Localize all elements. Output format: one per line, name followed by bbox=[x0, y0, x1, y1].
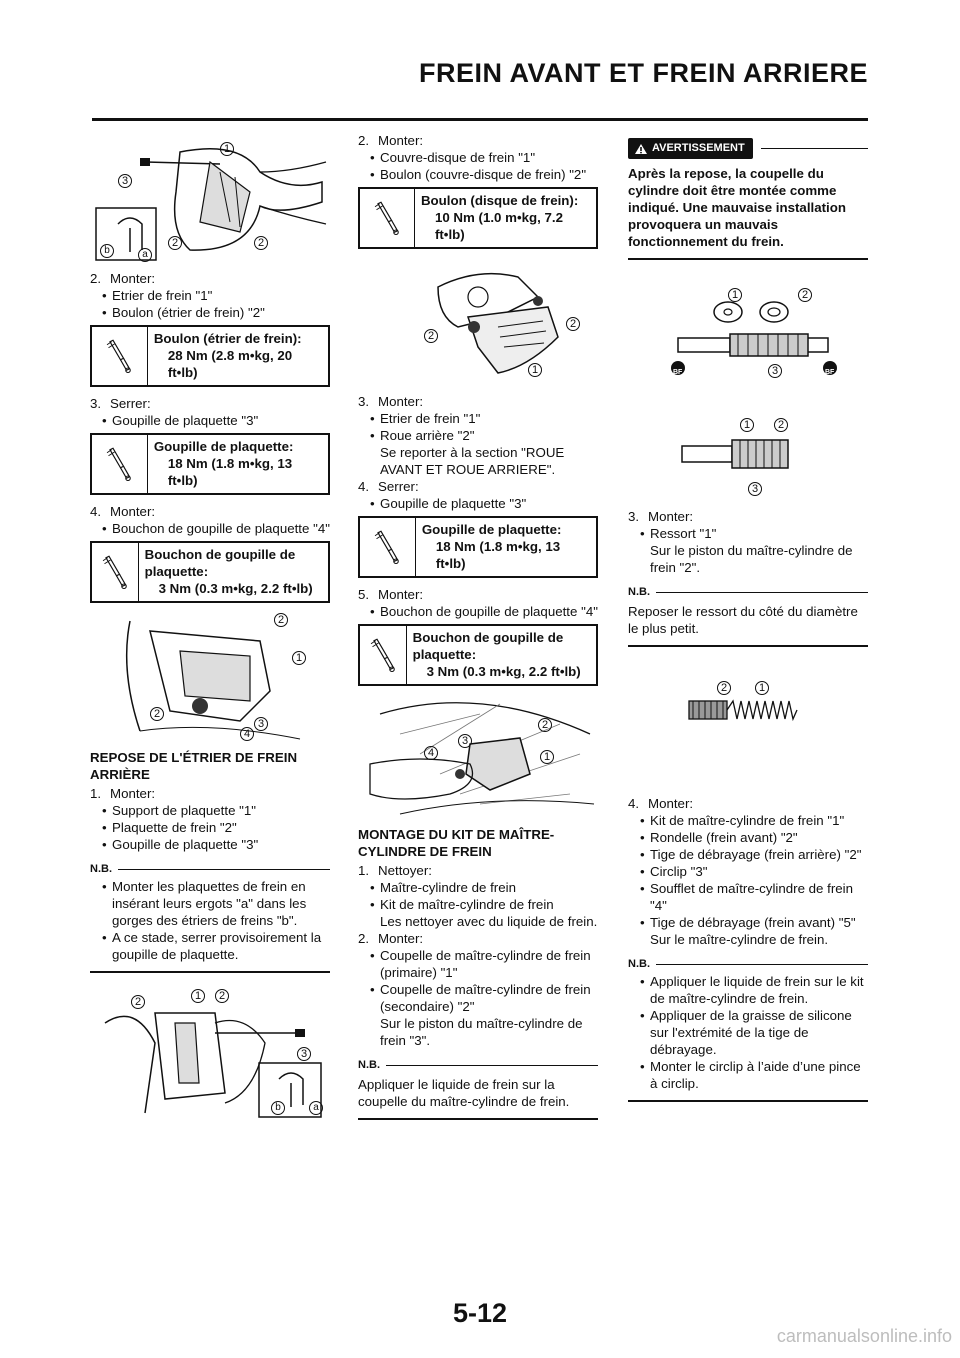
figure-spring-piston bbox=[683, 677, 813, 743]
callout-3: 3 bbox=[118, 174, 132, 188]
list-item: • Monter le circlip à l’aide d’une pince à circlip. bbox=[628, 1058, 868, 1092]
callout-3: 3 bbox=[254, 717, 268, 731]
figure-disc-cover bbox=[378, 257, 578, 385]
note-label: N.B. bbox=[358, 1059, 380, 1071]
step-1: 1. Monter: bbox=[90, 786, 156, 801]
callout-3: 3 bbox=[748, 482, 762, 496]
torque-spec-disc-bolt: Boulon (disque de frein): 10 Nm (1.0 m•kg, 7.2 ft•lb) bbox=[358, 187, 598, 249]
step-4: 4. Serrer: bbox=[358, 479, 419, 494]
callout-3: 3 bbox=[297, 1047, 311, 1061]
callout-b: b bbox=[100, 244, 114, 258]
torque-spec-pad-pin-plug: Bouchon de goupille de plaquette: 3 Nm (0.3 m•kg, 2.2 ft•lb) bbox=[358, 624, 598, 686]
callout-1: 1 bbox=[191, 989, 205, 1003]
callout-2: 2 bbox=[798, 288, 812, 302]
page-title: FREIN AVANT ET FREIN ARRIERE bbox=[418, 58, 868, 88]
figure-rear-wheel-caliper bbox=[360, 694, 596, 818]
torque-wrench-icon bbox=[104, 444, 134, 484]
list-item: • Kit de maître-cylindre de frein bbox=[358, 896, 598, 913]
torque-spec-caliper-bolt: Boulon (étrier de frein): 28 Nm (2.8 m•kg, 20 ft•lb) bbox=[90, 325, 330, 387]
section-heading-master-cylinder-kit: MONTAGE DU KIT DE MAÎTRE-CYLINDRE DE FREIN bbox=[358, 827, 555, 859]
callout-b: b bbox=[271, 1101, 285, 1115]
callout-1: 1 bbox=[220, 142, 234, 156]
figure-master-cylinder-cups bbox=[658, 288, 838, 382]
torque-wrench-icon bbox=[104, 336, 134, 376]
warning-text: Après la repose, la coupelle du cylindre doit être montée comme indiqué. Une mauvaise installation provoquera un mauvais fonctionnement du frein. bbox=[628, 166, 846, 249]
note-box bbox=[628, 584, 868, 647]
step-4: 4. Monter: bbox=[90, 504, 156, 519]
list-item: • Plaquette de frein "2" bbox=[90, 819, 330, 836]
note-text: Appliquer le liquide de frein sur la coupelle du maître-cylindre de frein. bbox=[358, 1077, 570, 1109]
torque-wrench-icon bbox=[372, 527, 402, 567]
torque-wrench-icon bbox=[368, 635, 398, 675]
note-box bbox=[90, 861, 330, 973]
list-item: • Circlip "3" bbox=[628, 863, 868, 880]
list-item: • Ressort "1" bbox=[628, 525, 868, 542]
list-item: • Boulon (couvre-disque de frein) "2" bbox=[358, 166, 598, 183]
callout-2: 2 bbox=[168, 236, 182, 250]
note-box bbox=[628, 956, 868, 1102]
bf-label: BF bbox=[825, 369, 835, 376]
torque-spec-pad-pin: Goupille de plaquette: 18 Nm (1.8 m•kg, 13 ft•lb) bbox=[90, 433, 330, 495]
torque-wrench-icon bbox=[100, 552, 130, 592]
list-item: • Goupille de plaquette "3" bbox=[90, 412, 330, 429]
callout-2: 2 bbox=[774, 418, 788, 432]
note-label: N.B. bbox=[628, 958, 650, 970]
list-item: • Couvre-disque de frein "1" bbox=[358, 149, 598, 166]
list-item: • Appliquer de la graisse de silicone sur l'extrémité de la tige de débrayage. bbox=[628, 1007, 868, 1058]
callout-1: 1 bbox=[728, 288, 742, 302]
watermark: carmanualsonline.info bbox=[776, 1326, 952, 1346]
callout-a: a bbox=[138, 248, 152, 262]
warning-box bbox=[628, 138, 868, 260]
step-1: 1. Nettoyer: bbox=[358, 863, 432, 878]
note-label: N.B. bbox=[90, 863, 112, 875]
step-2: 2. Monter: bbox=[90, 271, 156, 286]
callout-1: 1 bbox=[740, 418, 754, 432]
torque-spec-pad-pin-plug: Bouchon de goupille de plaquette: 3 Nm (0.3 m•kg, 2.2 ft•lb) bbox=[90, 541, 330, 603]
list-item: • Etrier de frein "1" bbox=[358, 410, 598, 427]
torque-spec-pad-pin: Goupille de plaquette: 18 Nm (1.8 m•kg, 13 ft•lb) bbox=[358, 516, 598, 578]
step-3: 3. Serrer: bbox=[90, 396, 151, 411]
warning-badge: AVERTISSEMENT bbox=[628, 138, 753, 159]
list-item: • Coupelle de maître-cylindre de frein (secondaire) "2" bbox=[358, 981, 598, 1015]
callout-3: 3 bbox=[458, 734, 472, 748]
instruction-note: Sur le piston du maître-cylindre de frein "2". bbox=[650, 543, 853, 575]
list-item: • Support de plaquette "1" bbox=[90, 802, 330, 819]
step-3: 3. Monter: bbox=[628, 509, 694, 524]
list-item: • Soufflet de maître-cylindre de frein "4" bbox=[628, 880, 868, 914]
callout-1: 1 bbox=[540, 750, 554, 764]
list-item: • Kit de maître-cylindre de frein "1" bbox=[628, 812, 868, 829]
callout-2: 2 bbox=[274, 613, 288, 627]
section-heading-rear-caliper: REPOSE DE L'ÉTRIER DE FREIN ARRIÈRE bbox=[90, 750, 298, 782]
instruction-note: Les nettoyer avec du liquide de frein. bbox=[380, 914, 598, 929]
figure-rear-caliper-pads bbox=[95, 983, 325, 1119]
note-label: N.B. bbox=[628, 586, 650, 598]
callout-2: 2 bbox=[254, 236, 268, 250]
list-item: • Roue arrière "2" bbox=[358, 427, 598, 444]
warning-triangle-icon bbox=[634, 143, 648, 155]
instruction-note: Sur le maître-cylindre de frein. bbox=[650, 932, 829, 947]
list-item: • Rondelle (frein avant) "2" bbox=[628, 829, 868, 846]
list-item: • Coupelle de maître-cylindre de frein (primaire) "1" bbox=[358, 947, 598, 981]
column-1 bbox=[90, 132, 330, 1127]
callout-2: 2 bbox=[538, 718, 552, 732]
note-text: Reposer le ressort du côté du diamètre le plus petit. bbox=[628, 604, 858, 636]
figure-front-caliper-pads bbox=[110, 611, 310, 741]
step-2: 2. Monter: bbox=[358, 931, 424, 946]
callout-2: 2 bbox=[717, 681, 731, 695]
callout-1: 1 bbox=[292, 651, 306, 665]
instruction-note: Se reporter à la section "ROUE AVANT ET ROUE ARRIERE". bbox=[380, 445, 565, 477]
list-item: • Monter les plaquettes de frein en insérant leurs ergots "a" dans les gorges des étriers de freins "b". bbox=[90, 878, 330, 929]
torque-wrench-icon bbox=[372, 198, 402, 238]
page-number: 5-12 bbox=[452, 1298, 508, 1328]
column-3 bbox=[628, 132, 868, 1112]
list-item: • Etrier de frein "1" bbox=[90, 287, 330, 304]
list-item: • Tige de débrayage (frein arrière) "2" bbox=[628, 846, 868, 863]
callout-2: 2 bbox=[424, 329, 438, 343]
callout-4: 4 bbox=[240, 727, 254, 741]
callout-2: 2 bbox=[150, 707, 164, 721]
instruction-note: Sur le piston du maître-cylindre de frein "3". bbox=[380, 1016, 583, 1048]
callout-4: 4 bbox=[424, 746, 438, 760]
callout-3: 3 bbox=[768, 364, 782, 378]
list-item: • Appliquer le liquide de frein sur le kit de maître-cylindre de frein. bbox=[628, 973, 868, 1007]
list-item: • Bouchon de goupille de plaquette "4" bbox=[90, 520, 330, 537]
callout-1: 1 bbox=[528, 363, 542, 377]
callout-2: 2 bbox=[215, 989, 229, 1003]
list-item: • Goupille de plaquette "3" bbox=[358, 495, 598, 512]
step-2: 2. Monter: bbox=[358, 133, 424, 148]
step-4: 4. Monter: bbox=[628, 796, 694, 811]
list-item: • Tige de débrayage (frein avant) "5" bbox=[628, 914, 868, 931]
list-item: • Bouchon de goupille de plaquette "4" bbox=[358, 603, 598, 620]
callout-1: 1 bbox=[755, 681, 769, 695]
bf-label: BF bbox=[673, 369, 683, 376]
column-2 bbox=[358, 132, 598, 1130]
step-3: 3. Monter: bbox=[358, 394, 424, 409]
note-box bbox=[358, 1057, 598, 1120]
list-item: • Goupille de plaquette "3" bbox=[90, 836, 330, 853]
header-rule bbox=[92, 118, 868, 121]
list-item: • Boulon (étrier de frein) "2" bbox=[90, 304, 330, 321]
callout-2: 2 bbox=[131, 995, 145, 1009]
list-item: • Maître-cylindre de frein bbox=[358, 879, 598, 896]
figure-master-cylinder-piston bbox=[678, 420, 818, 500]
figure-front-caliper-install bbox=[90, 132, 330, 262]
callout-2: 2 bbox=[566, 317, 580, 331]
list-item: • A ce stade, serrer provisoirement la goupille de plaquette. bbox=[90, 929, 330, 963]
callout-a: a bbox=[309, 1101, 323, 1115]
step-5: 5. Monter: bbox=[358, 587, 424, 602]
